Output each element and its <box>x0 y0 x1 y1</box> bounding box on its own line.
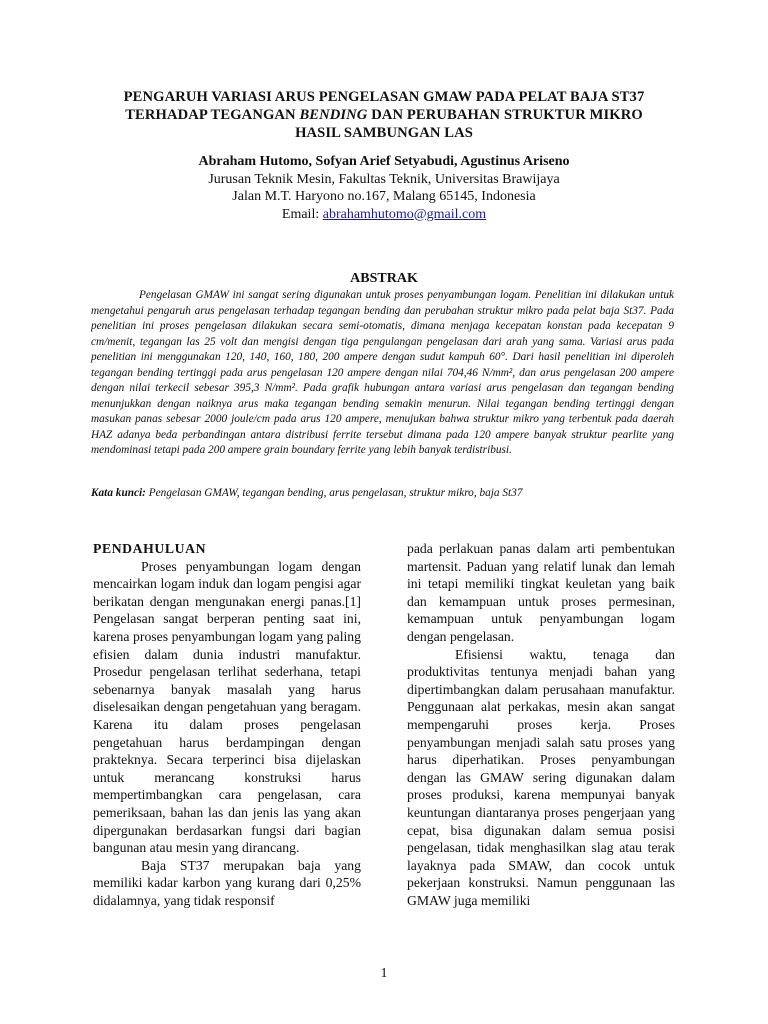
paragraph: pada perlakuan panas dalam arti pembentukan martensit. Paduan yang relatif lunak dan lemah ini tetapi memiliki tingkat keuletan yang baik dan kemampuan untuk proses permesinan, kemampuan untuk penyambungan logam dengan pengelasan. <box>407 541 675 644</box>
paragraph: Baja ST37 merupakan baja yang memiliki kadar karbon yang kurang dari 0,25% didalamnya, yang tidak responsif <box>93 857 361 908</box>
affiliation: Jurusan Teknik Mesin, Fakultas Teknik, Universitas Brawijaya <box>208 171 560 187</box>
author-block <box>80 153 688 223</box>
title-line-2b: DAN PERUBAHAN STRUKTUR MIKRO <box>367 107 643 123</box>
abstract-text: Pengelasan GMAW ini sangat sering digunakan untuk proses penyambungan logam. Penelitian ini dilakukan untuk mengetahui pengaruh arus pengelasan terhadap tegangan bending dan perubahan struktur mikro pada pelat baja St37. Pada penelitian ini proses pengelasan dilakukan secara semi-otomatis, dimana menjaga kecepatan konstan pada kecepatan 9 cm/menit, tegangan las 25 volt dan mengisi dengan tiga pengulangan pengelasan dari arah yang sama. Variasi arus pada penelitian ini menggunakan 120, 140, 160, 180, 200 ampere dengan sudut kampuh 60°. Dari hasil penelitian ini diperoleh tegangan bending tertinggi pada arus pengelasan 120 ampere dengan nilai 704,46 N/mm², dan arus pengelasan 200 ampere dengan nilai terkecil sebesar 395,3 N/mm². Pada grafik hubungan antara variasi arus pengelasan dan tegangan bending menunjukkan dengan naiknya arus maka tegangan bending semakin menurun. Nilai tegangan bending tertinggi dengan masukan panas sebesar 2000 joule/cm pada arus 120 ampere, menujukan bahwa struktur mikro yang terbentuk pada daerah HAZ adanya beda perbandingan antara distribusi ferrite tersebut dimana pada 120 ampere banyak struktur pearlite yang mendominasi tetapi pada 200 ampere grain boundary ferrite yang lebih banyak terdistribusi. <box>91 289 674 456</box>
email-label: Email: <box>281 206 323 222</box>
keywords-label: Kata kunci: <box>91 487 146 499</box>
address: Jalan M.T. Haryono no.167, Malang 65145, Indonesia <box>232 189 536 204</box>
section-heading: PENDAHULUAN <box>93 541 207 556</box>
paragraph: Efisiensi waktu, tenaga dan produktivitas tentunya menjadi bahan yang dipertimbangkan dalam perusahaan manufaktur. Penggunaan alat perkakas, mesin akan sangat mempengaruhi proses kerja. Proses penyambungan menjadi salah satu proses yang harus diperhatikan. Proses penyambungan dengan las GMAW sering digunakan dalam proses produksi, karena mempunyai banyak keuntungan diantaranya proses pengerjaan yang cepat, bisa digunakan dalam semua posisi pengelasan, tidak menghasilkan slag atau terak layaknya pada SMAW, dan cocok untuk pekerjaan konstruksi. Namun penggunaan las GMAW juga memiliki <box>407 646 675 908</box>
keywords <box>91 486 674 501</box>
email-line <box>80 206 688 224</box>
title-line-1: PENGARUH VARIASI ARUS PENGELASAN GMAW PADA PELAT BAJA ST37 <box>123 89 645 105</box>
abstract-heading: ABSTRAK <box>350 271 418 286</box>
title-line-2 <box>80 106 688 124</box>
page-number: 1 <box>380 966 388 981</box>
keywords-text: Pengelasan GMAW, tegangan bending, arus pengelasan, struktur mikro, baja St37 <box>145 487 523 499</box>
right-column <box>407 540 675 909</box>
author-names: Abraham Hutomo, Sofyan Arief Setyabudi, Agustinus Ariseno <box>198 154 570 169</box>
title-line-3: HASIL SAMBUNGAN LAS <box>295 125 473 141</box>
email-link[interactable]: abrahamhutomo@gmail.com <box>322 206 487 222</box>
abstract <box>91 288 674 459</box>
title-line-2a: TERHADAP TEGANGAN <box>125 107 300 123</box>
paragraph: Proses penyambungan logam dengan mencairkan logam induk dan logam pengisi agar berikatan dengan mengunakan energi panas.[1] Pengelasan sangat berperan penting saat ini, karena proses penyambungan logam yang paling efisien dalam dunia industri manufaktur. Prosedur pengelasan terlihat sederhana, tetapi sebenarnya banyak masalah yang harus diselesaikan dengan pengetahuan yang beragam. Karena itu dalam proses pengelasan pengetahuan harus berdampingan dengan prakteknya. Secara terperinci bisa dijelaskan untuk merancang konstruksi harus mempertimbangkan cara pengelasan, cara pemeriksaan, bahan las dan jenis las yang akan dipergunakan berdasarkan fungsi dari bagian bangunan atau mesin yang dirancang. <box>93 558 361 856</box>
left-column <box>93 540 361 909</box>
title-line-2-italic: BENDING <box>299 107 368 123</box>
paper-title <box>80 88 688 142</box>
